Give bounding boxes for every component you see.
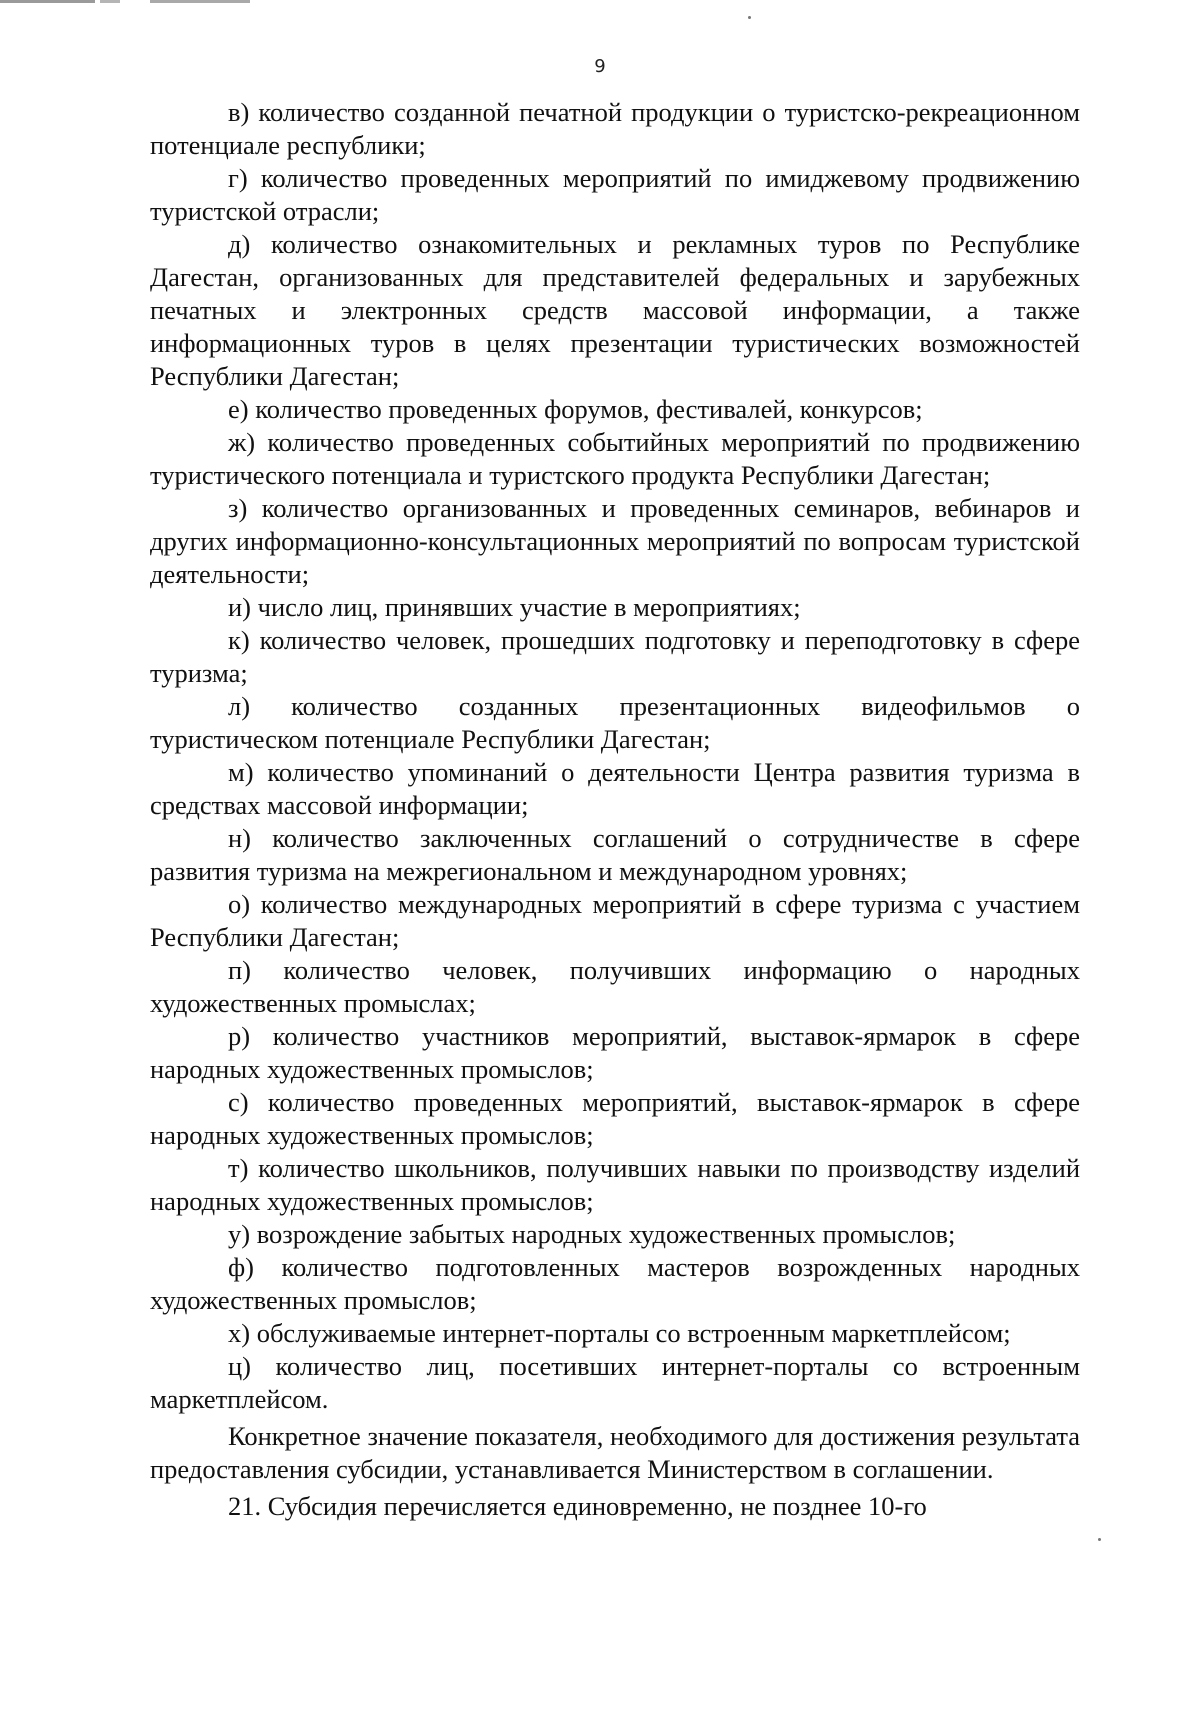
paragraph-zh: ж) количество проведенных событийных мероприятий по продвижению туристического потенциала и туристского продукта Республики Дагестан;: [150, 427, 1080, 490]
paragraph-clause-21: 21. Субсидия перечисляется единовременно, не позднее 10-го: [228, 1491, 927, 1521]
paragraph-v: в) количество созданной печатной продукции о туристско-рекреационном потенциале республики;: [150, 97, 1080, 160]
page-number: 9: [594, 56, 606, 77]
paragraph-indicator-value: Конкретное значение показателя, необходимого для достижения результата предоставления субсидии, устанавливается Министерством в соглашении.: [150, 1421, 1080, 1484]
paragraph-e: е) количество проведенных форумов, фестивалей, конкурсов;: [228, 394, 923, 424]
paragraph-u: у) возрождение забытых народных художественных промыслов;: [228, 1219, 956, 1249]
scan-edge-mark: [0, 0, 250, 3]
paragraph-z: з) количество организованных и проведенных семинаров, вебинаров и других информационно-консультационных мероприятий по вопросам туристской деятельности;: [150, 493, 1080, 589]
paragraph-n: н) количество заключенных соглашений о сотрудничестве в сфере развития туризма на межрегиональном и международном уровнях;: [150, 823, 1080, 886]
paragraph-o: о) количество международных мероприятий в сфере туризма с участием Республики Дагестан;: [150, 889, 1080, 952]
paragraph-r: р) количество участников мероприятий, выставок-ярмарок в сфере народных художественных промыслов;: [150, 1021, 1080, 1084]
paragraph-k: к) количество человек, прошедших подготовку и переподготовку в сфере туризма;: [150, 625, 1080, 688]
paragraph-f: ф) количество подготовленных мастеров возрожденных народных художественных промыслов;: [150, 1252, 1080, 1315]
paragraph-d: д) количество ознакомительных и рекламных туров по Республике Дагестан, организованных для представителей федеральных и зарубежных печатных и электронных средств массовой информации, а также информационных туров в целях презентации туристических возможностей Республики Дагестан;: [150, 229, 1080, 391]
paragraph-kh: х) обслуживаемые интернет-порталы со встроенным маркетплейсом;: [228, 1318, 1011, 1348]
scan-speck: [748, 16, 751, 19]
scan-speck: [1098, 1538, 1101, 1541]
paragraph-i: и) число лиц, принявших участие в мероприятиях;: [228, 592, 801, 622]
paragraph-g: г) количество проведенных мероприятий по имиджевому продвижению туристской отрасли;: [150, 163, 1080, 226]
paragraph-t: т) количество школьников, получивших навыки по производству изделий народных художественных промыслов;: [150, 1153, 1080, 1216]
paragraph-m: м) количество упоминаний о деятельности Центра развития туризма в средствах массовой информации;: [150, 757, 1080, 820]
paragraph-s: с) количество проведенных мероприятий, выставок-ярмарок в сфере народных художественных промыслов;: [150, 1087, 1080, 1150]
paragraph-ts: ц) количество лиц, посетивших интернет-порталы со встроенным маркетплейсом.: [150, 1351, 1080, 1414]
document-body: [150, 96, 1080, 1523]
paragraph-l: л) количество созданных презентационных видеофильмов о туристическом потенциале Республики Дагестан;: [150, 691, 1080, 754]
paragraph-p: п) количество человек, получивших информацию о народных художественных промыслах;: [150, 955, 1080, 1018]
